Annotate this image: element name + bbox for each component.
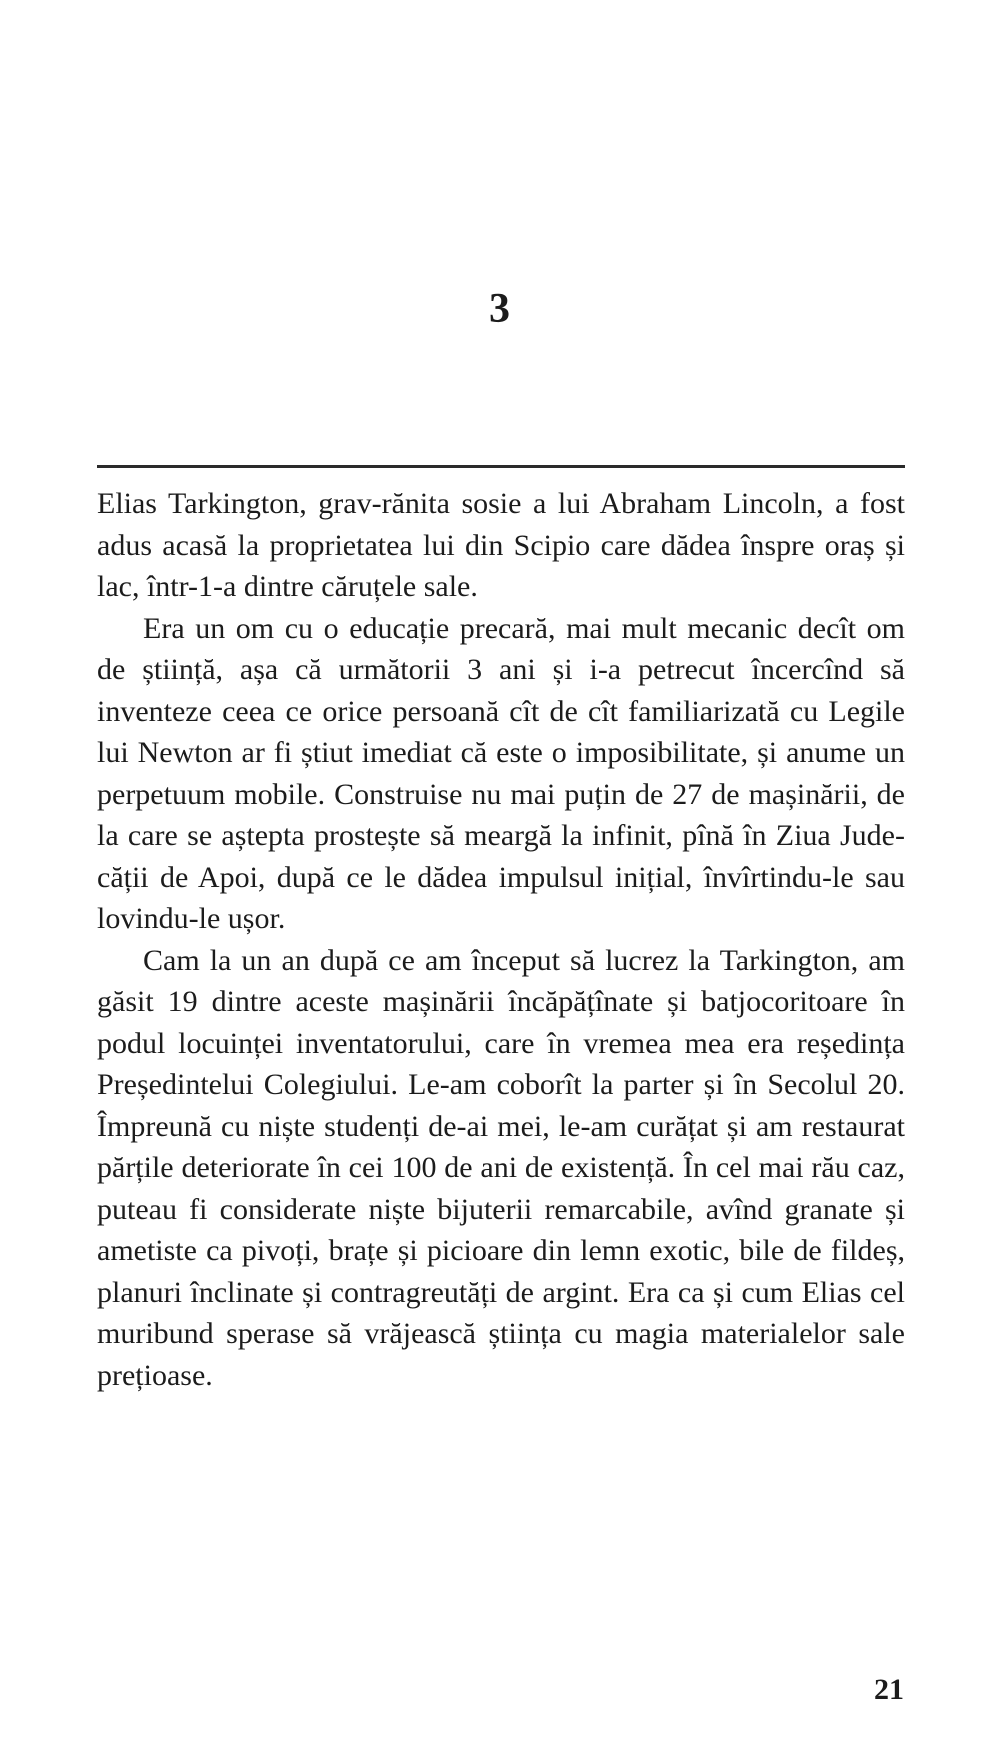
chapter-divider-rule xyxy=(97,465,905,468)
chapter-body xyxy=(97,483,905,1396)
chapter-number: 3 xyxy=(489,286,511,332)
paragraph-3: Cam la un an după ce am început să lucrez la Tarkington, am găsit 19 dintre aceste mașinării încăpățînate și batjocoritoare în podul locuinței inventatorului, care în vremea mea era reședința Președintelui Colegiului. Le-am coborît la parter și în Secolul 20. Împreună cu niște studenți de-ai mei, le-am curățat și am restaurat părțile deteriorate în cei 100 de ani de existență. În cel mai rău caz, puteau fi considerate niște bijuterii remarcabile, avînd granate și ametiste ca pivoți, brațe și picioare din lemn exotic, bile de fildeș, planuri înclinate și contragreutăți de argint. Era ca și cum Elias cel muribund sperase să vrăjească știința cu magia materialelor sale prețioase. xyxy=(97,943,905,1392)
paragraph-2: Era un om cu o educație precară, mai mult mecanic decît om de știință, așa că următorii 3 ani și i-a petrecut încercînd să inventeze ceea ce orice persoană cît de cît familiarizată cu Legile lui Newton ar fi știut imediat că este o imposibilitate, și anume un perpetuum mobile. Construise nu mai puțin de 27 de mașinării, de la care se aștepta prostește să meargă la infinit, pînă în Ziua Judecății de Apoi, după ce le dădea impulsul inițial, învîrtindu-le sau lovindu-le ușor. xyxy=(97,611,905,935)
page-number: 21 xyxy=(874,1673,904,1706)
paragraph-1: Elias Tarkington, grav-rănita sosie a lui Abraham Lincoln, a fost adus acasă la proprietatea lui din Scipio care dădea înspre oraș și lac, într-1-a dintre căruțele sale. xyxy=(97,487,905,603)
